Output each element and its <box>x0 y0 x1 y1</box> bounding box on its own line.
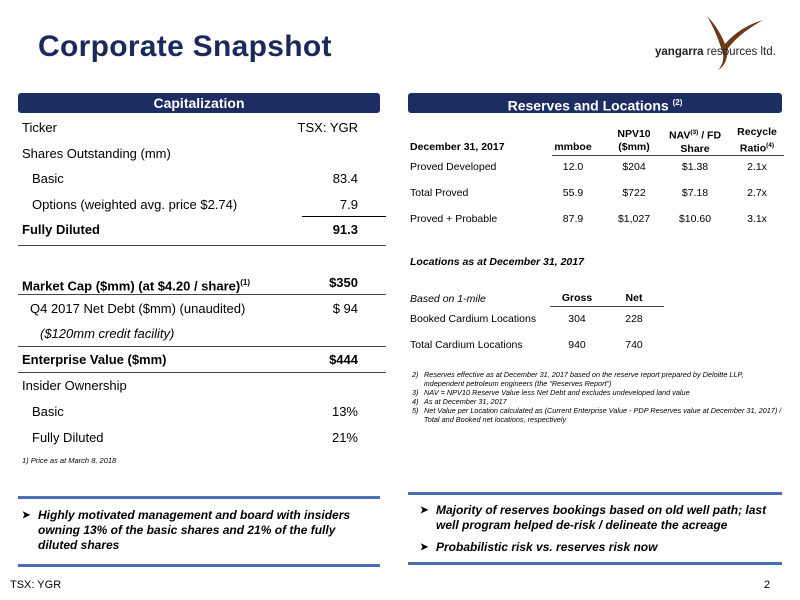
callout-left: ➤ Highly motivated management and board with insiders owning 13% of the basic shares and 21% of the fully diluted shares <box>22 508 351 552</box>
page-number: 2 <box>764 579 771 591</box>
capitalization-header: Capitalization <box>18 93 380 113</box>
footer-ticker: TSX: YGR <box>10 579 62 591</box>
note-2: 2) Reserves effective as at December 31, 2017 based on the reserve report prepared by Deloitte LLP, independent petroleum engineers (the “Reserves Report”) <box>412 370 744 388</box>
locations-col-gross: Gross <box>561 292 593 304</box>
cap-row-credit-facility: ($120mm credit facility) <box>40 326 175 341</box>
arrow-bullet-icon: ➤ <box>22 510 31 521</box>
reserves-col-mmboe: mmboe <box>554 141 592 153</box>
divider <box>18 294 386 295</box>
sum-line <box>302 216 386 217</box>
locations-col-net: Net <box>625 292 643 304</box>
page-title: Corporate Snapshot <box>38 30 332 63</box>
locations-basis: Based on 1-mile <box>410 293 486 305</box>
reserves-header: Reserves and Locations $^{(2)}$ <box>408 93 782 113</box>
cap-row-market-cap: Market Cap ($mm) (at $4.20 / share)$^{(1)}$ $350 <box>22 275 358 294</box>
callout-rule-left-bottom <box>18 564 380 567</box>
cap-row-insider-basic: Basic 13% <box>32 404 358 419</box>
reserves-col-date: December 31, 2017 <box>410 141 505 153</box>
reserves-notes <box>412 370 784 424</box>
cap-row-insider-ownership: Insider Ownership <box>22 378 127 393</box>
divider <box>18 346 386 347</box>
cap-row-enterprise-value: Enterprise Value ($mm) $444 <box>22 352 358 367</box>
reserves-col-nav: NAV$^{(3)}$ / FD Share <box>668 129 722 155</box>
company-logo <box>655 14 785 74</box>
cap-row-shares-outstanding: Shares Outstanding (mm) <box>22 146 171 161</box>
reserves-col-npv: NPV10 ($mm) <box>617 128 651 153</box>
divider <box>18 372 386 373</box>
divider <box>18 245 386 246</box>
arrow-bullet-icon: ➤ <box>420 542 429 553</box>
callout-rule-left-top <box>18 496 380 499</box>
callout-right-1: ➤ Majority of reserves bookings based on old well path; last well program helped de-risk / delineate the acreage <box>420 503 767 532</box>
locations-header-rule <box>550 306 664 307</box>
logo-wordmark: yangarra resources ltd. <box>655 46 776 58</box>
cap-row-insider-diluted: Fully Diluted 21% <box>32 430 358 445</box>
arrow-bullet-icon: ➤ <box>420 505 429 516</box>
note-4: 4) As at December 31, 2017 <box>412 397 507 406</box>
y-swoosh-icon <box>705 14 765 72</box>
locations-title: Locations as at December 31, 2017 <box>410 256 584 268</box>
cap-row-basic-shares: Basic 83.4 <box>32 171 358 186</box>
price-footnote: 1) Price as at March 8, 2018 <box>22 456 117 465</box>
callout-rule-right-bottom <box>408 562 782 565</box>
note-5: 5) Net Value per Location calculated as (Current Enterprise Value - PDP Reserves value at December 31, 2017) / Total and Booked net locations, respectively <box>412 406 782 424</box>
cap-row-options: Options (weighted avg. price $2.74) 7.9 <box>32 197 358 212</box>
cap-row-fully-diluted: Fully Diluted 91.3 <box>22 222 358 237</box>
reserves-col-recycle: Recycle Ratio$^{(4)}$ <box>737 126 777 155</box>
callout-right-2: ➤ Probabilistic risk vs. reserves risk now <box>420 540 658 554</box>
cap-row-net-debt: Q4 2017 Net Debt ($mm) (unaudited) $ 94 <box>30 301 358 316</box>
cap-row-ticker: Ticker TSX: YGR <box>22 120 358 135</box>
reserves-header-rule <box>552 155 784 156</box>
note-3: 3) NAV = NPV10 Reserve Value less Net Debt and excludes undeveloped land value <box>412 388 690 397</box>
callout-rule-right-top <box>408 492 782 495</box>
